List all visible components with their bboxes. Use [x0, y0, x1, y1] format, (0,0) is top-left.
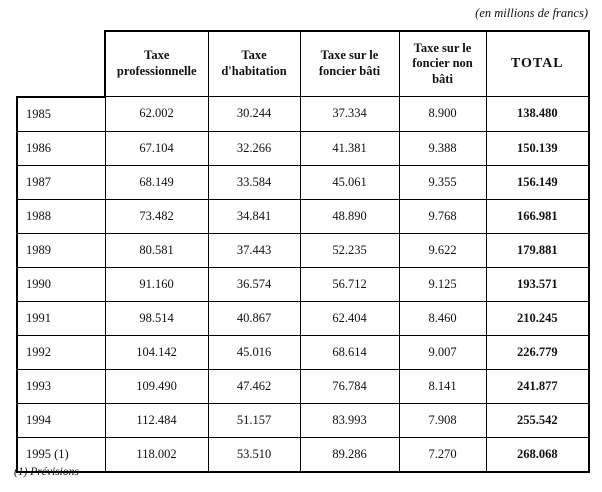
table-row: [17, 267, 589, 301]
value-cell: 89.286: [300, 437, 399, 472]
table-body: [17, 97, 589, 472]
value-cell: 8.460: [399, 301, 486, 335]
column-header-foncier-non-bati: Taxe sur le foncier non bâti: [399, 31, 486, 97]
total-cell: 150.139: [486, 131, 589, 165]
year-cell: 1990: [17, 267, 105, 301]
value-cell: 98.514: [105, 301, 208, 335]
total-cell: 241.877: [486, 369, 589, 403]
value-cell: 112.484: [105, 403, 208, 437]
total-cell: 193.571: [486, 267, 589, 301]
table-row: [17, 437, 589, 472]
year-cell: 1991: [17, 301, 105, 335]
total-cell: 156.149: [486, 165, 589, 199]
table-row: [17, 233, 589, 267]
value-cell: 76.784: [300, 369, 399, 403]
table-row: [17, 301, 589, 335]
year-cell: 1989: [17, 233, 105, 267]
year-cell: 1986: [17, 131, 105, 165]
value-cell: 67.104: [105, 131, 208, 165]
year-cell: 1993: [17, 369, 105, 403]
value-cell: 45.061: [300, 165, 399, 199]
table-row: [17, 199, 589, 233]
value-cell: 104.142: [105, 335, 208, 369]
value-cell: 9.355: [399, 165, 486, 199]
header-row: [17, 31, 589, 97]
table-row: [17, 369, 589, 403]
value-cell: 37.443: [208, 233, 300, 267]
value-cell: 9.125: [399, 267, 486, 301]
table-row: [17, 403, 589, 437]
year-cell: 1985: [17, 97, 105, 132]
value-cell: 41.381: [300, 131, 399, 165]
year-cell: 1994: [17, 403, 105, 437]
total-cell: 138.480: [486, 97, 589, 132]
value-cell: 68.614: [300, 335, 399, 369]
value-cell: 73.482: [105, 199, 208, 233]
value-cell: 62.404: [300, 301, 399, 335]
year-cell: 1987: [17, 165, 105, 199]
value-cell: 9.768: [399, 199, 486, 233]
column-header-taxe-habitation: Taxe d'habitation: [208, 31, 300, 97]
value-cell: 30.244: [208, 97, 300, 132]
value-cell: 8.900: [399, 97, 486, 132]
year-cell: 1992: [17, 335, 105, 369]
value-cell: 34.841: [208, 199, 300, 233]
column-header-total: TOTAL: [486, 31, 589, 97]
table-header: [17, 31, 589, 97]
table-row: [17, 131, 589, 165]
year-cell: 1988: [17, 199, 105, 233]
value-cell: 51.157: [208, 403, 300, 437]
value-cell: 68.149: [105, 165, 208, 199]
total-cell: 166.981: [486, 199, 589, 233]
total-cell: 255.542: [486, 403, 589, 437]
value-cell: 109.490: [105, 369, 208, 403]
value-cell: 52.235: [300, 233, 399, 267]
value-cell: 62.002: [105, 97, 208, 132]
total-cell: 226.779: [486, 335, 589, 369]
value-cell: 9.007: [399, 335, 486, 369]
column-header-foncier-bati: Taxe sur le foncier bâti: [300, 31, 399, 97]
corner-cell: [17, 31, 105, 97]
units-note: (en millions de francs): [475, 6, 588, 20]
value-cell: 48.890: [300, 199, 399, 233]
table-row: [17, 335, 589, 369]
table-row: [17, 165, 589, 199]
value-cell: 9.388: [399, 131, 486, 165]
year-cell: 1995 (1): [17, 437, 105, 472]
total-cell: 210.245: [486, 301, 589, 335]
value-cell: 53.510: [208, 437, 300, 472]
value-cell: 83.993: [300, 403, 399, 437]
value-cell: 8.141: [399, 369, 486, 403]
value-cell: 7.908: [399, 403, 486, 437]
column-header-taxe-professionnelle: Taxe professionnelle: [105, 31, 208, 97]
value-cell: 56.712: [300, 267, 399, 301]
value-cell: 9.622: [399, 233, 486, 267]
value-cell: 40.867: [208, 301, 300, 335]
total-cell: 179.881: [486, 233, 589, 267]
value-cell: 80.581: [105, 233, 208, 267]
value-cell: 32.266: [208, 131, 300, 165]
value-cell: 47.462: [208, 369, 300, 403]
tax-table: [16, 30, 590, 473]
value-cell: 33.584: [208, 165, 300, 199]
value-cell: 91.160: [105, 267, 208, 301]
value-cell: 37.334: [300, 97, 399, 132]
footnote: (1) Prévisions: [14, 466, 79, 478]
value-cell: 36.574: [208, 267, 300, 301]
table-row: [17, 97, 589, 132]
value-cell: 118.002: [105, 437, 208, 472]
value-cell: 45.016: [208, 335, 300, 369]
total-cell: 268.068: [486, 437, 589, 472]
value-cell: 7.270: [399, 437, 486, 472]
